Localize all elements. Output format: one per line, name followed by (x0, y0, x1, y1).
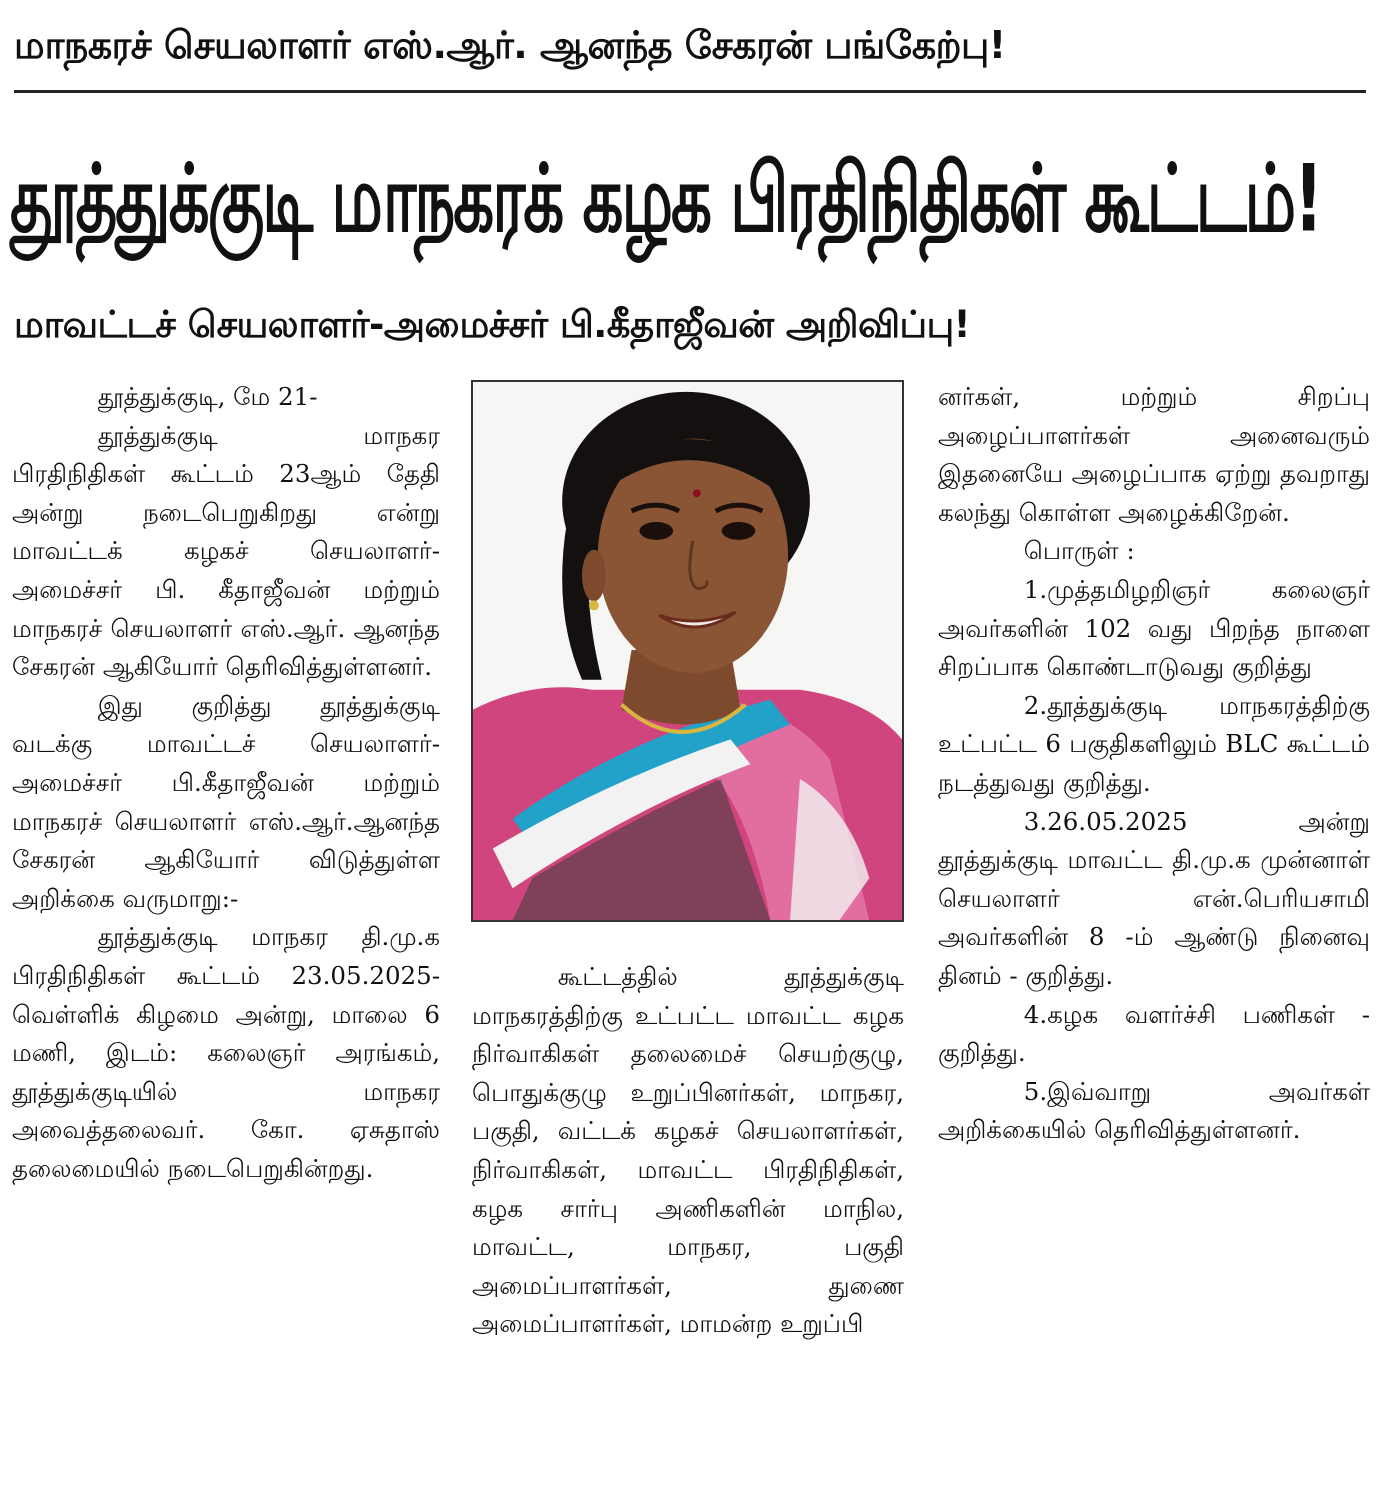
portrait-icon (473, 382, 902, 920)
divider (14, 90, 1366, 93)
agenda-item-5: 5.இவ்வாறு அவர்கள் அறிக்கையில் தெரிவித்துள்ளனர். (938, 1076, 1370, 1145)
article-column-1 (12, 378, 440, 1493)
paragraph: இது குறித்து தூத்துக்குடி வடக்கு மாவட்டச் செயலாளர்-அமைச்சர் பி.கீதாஜீவன் மற்றும் மாநகரச் செயலாளர் எஸ்.ஆர்.ஆனந்த சேகரன் ஆகியோர் விடுத்துள்ள அறிக்கை வருமாறு:- (12, 690, 440, 913)
agenda-item-2: 2.தூத்துக்குடி மாநகரத்திற்கு உட்பட்ட 6 பகுதிகளிலும் BLC கூட்டம் நடத்துவது குறித்து. (938, 690, 1370, 797)
portrait-photo (471, 380, 904, 922)
article-column-3 (938, 378, 1370, 1493)
paragraph: னர்கள், மற்றும் சிறப்பு அழைப்பாளர்கள் அனைவரும் இதனையே அழைப்பாக ஏற்று தவறாது கலந்து கொள்ள அழைக்கிறேன். (938, 382, 1370, 527)
agenda-item-1: 1.முத்தமிழறிஞர் கலைஞர் அவர்களின் 102 வது பிறந்த நாளை சிறப்பாக கொண்டாடுவது குறித்து (938, 574, 1370, 682)
article-column-2 (472, 958, 904, 1493)
paragraph: தூத்துக்குடி மாநகர தி.மு.க பிரதிநிதிகள் கூட்டம் 23.05.2025-வெள்ளிக் கிழமை அன்று, மாலை 6 மணி, இடம்: கலைஞர் அரங்கம், தூத்துக்குடியில் மாநகர அவைத்தலைவர். கோ. ஏசுதாஸ் தலைமையில் நடைபெறுகின்றது. (12, 922, 440, 1183)
agenda-item-4: 4.கழக வளர்ச்சி பணிகள் - குறித்து. (938, 999, 1370, 1068)
agenda-item-3: 3.26.05.2025 அன்று தூத்துக்குடி மாவட்ட தி.மு.க முன்னாள் செயலாளர் என்.பெரியசாமி அவர்களின் 8 -ம் ஆண்டு நினைவு தினம் - குறித்து. (938, 806, 1370, 990)
main-headline: தூத்துக்குடி மாநகரக் கழக பிரதிநிதிகள் கூட்டம்! (10, 146, 1322, 254)
kicker-headline: மாநகரச் செயலாளர் எஸ்.ஆர். ஆனந்த சேகரன் பங்கேற்பு! (14, 23, 1006, 67)
sub-headline: மாவட்டச் செயலாளர்-அமைச்சர் பி.கீதாஜீவன் அறிவிப்பு! (14, 303, 970, 346)
agenda-heading: பொருள் : (1023, 536, 1135, 566)
paragraph: தூத்துக்குடி மாநகர பிரதிநிதிகள் கூட்டம் 23ஆம் தேதி அன்று நடைபெறுகிறது என்று மாவட்டக் கழகச் செயலாளர்-அமைச்சர் பி. கீதாஜீவன் மற்றும் மாநகரச் செயலாளர் எஸ்.ஆர். ஆனந்த சேகரன் ஆகியோர் தெரிவித்துள்ளனர். (12, 420, 440, 682)
paragraph: கூட்டத்தில் தூத்துக்குடி மாநகரத்திற்கு உட்பட்ட மாவட்ட கழக நிர்வாகிகள் தலைமைச் செயற்குழு, பொதுக்குழு உறுப்பினர்கள், மாநகர, பகுதி, வட்டக் கழகச் செயலாளர்கள், நிர்வாகிகள், மாவட்ட பிரதிநிதிகள், கழக சார்பு அணிகளின் மாநில, மாவட்ட, மாநகர, பகுதி அமைப்பாளர்கள், துணை அமைப்பாளர்கள், மாமன்ற உறுப்பி (472, 962, 904, 1339)
dateline: தூத்துக்குடி, மே 21- (97, 382, 318, 411)
